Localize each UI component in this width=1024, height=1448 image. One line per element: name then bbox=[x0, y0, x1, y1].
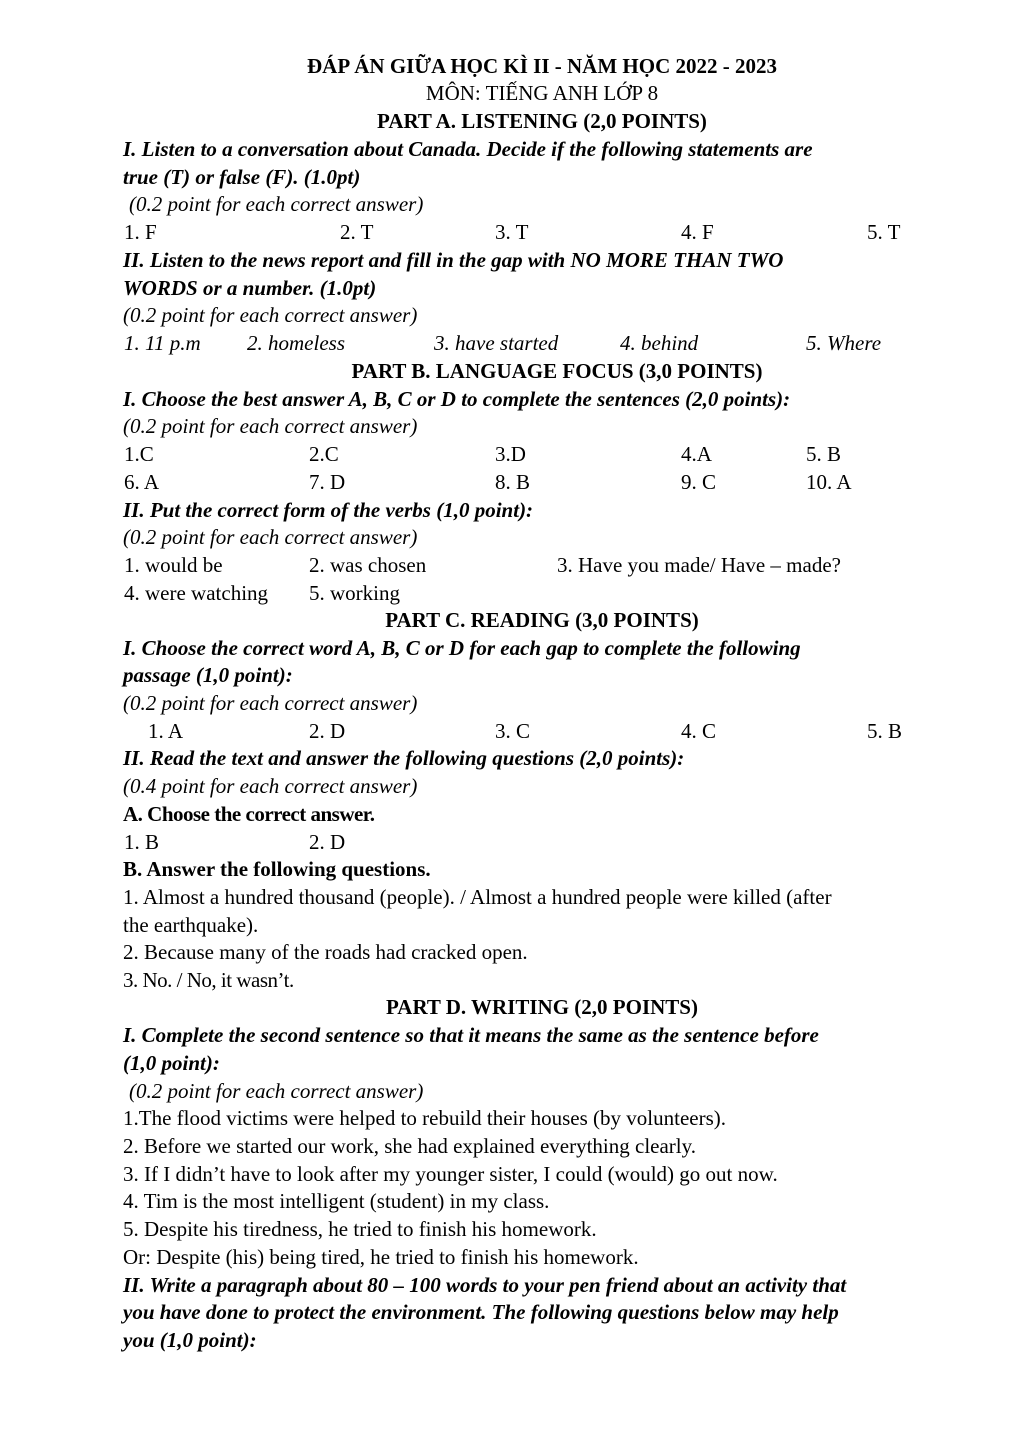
part-b-s1-title: I. Choose the best answer A, B, C or D to complete the sentences (2,0 points): bbox=[123, 387, 791, 411]
part-c-heading: PART C. READING (3,0 POINTS) bbox=[385, 608, 699, 632]
part-b-s2-title: II. Put the correct form of the verbs (1,0 point): bbox=[123, 498, 534, 522]
part-a-s2-title-line1: II. Listen to the news report and fill in the gap with NO MORE THAN TWO bbox=[123, 248, 784, 272]
document-title: ĐÁP ÁN GIỮA HỌC KÌ II - NĂM HỌC 2022 - 2023 bbox=[307, 54, 777, 78]
answer-item: 7. D bbox=[309, 470, 346, 494]
answer-item: 1. would be bbox=[124, 553, 223, 577]
part-d-s1-title-line2: (1,0 point): bbox=[123, 1051, 220, 1075]
part-d-s1-line: 2. Before we started our work, she had explained everything clearly. bbox=[123, 1134, 697, 1158]
document-subject: MÔN: TIẾNG ANH LỚP 8 bbox=[425, 81, 659, 105]
answer-item: 1. A bbox=[148, 719, 184, 743]
answer-item: 8. B bbox=[495, 470, 531, 494]
answer-item: 5. T bbox=[867, 220, 901, 244]
answer-item: 1. 11 p.m bbox=[124, 331, 201, 355]
answer-item: 4. F bbox=[681, 220, 714, 244]
part-c-s2-title: II. Read the text and answer the following questions (2,0 points): bbox=[123, 746, 685, 770]
answer-item: 2. D bbox=[309, 830, 346, 854]
answer-item: 5. Where bbox=[806, 331, 882, 355]
part-b-s2-note: (0.2 point for each correct answer) bbox=[123, 525, 418, 549]
answer-item: 5. B bbox=[867, 719, 903, 743]
part-c-s2-sub-a: A. Choose the correct answer. bbox=[123, 802, 375, 826]
answer-item: 6. A bbox=[124, 470, 160, 494]
answer-item: 2. was chosen bbox=[309, 553, 427, 577]
answer-item: 4. were watching bbox=[124, 581, 269, 605]
answer-item: 5. working bbox=[309, 581, 400, 605]
answer-item: 2.C bbox=[309, 442, 339, 466]
answer-item: 4. behind bbox=[620, 331, 699, 355]
answer-item: 2. T bbox=[340, 220, 374, 244]
part-c-s2-answer-2: 2. Because many of the roads had cracked open. bbox=[123, 940, 528, 964]
part-d-s1-title-line1: I. Complete the second sentence so that it means the same as the sentence before bbox=[123, 1023, 819, 1047]
answer-item: 2. D bbox=[309, 719, 346, 743]
answer-item: 3. Have you made/ Have – made? bbox=[557, 553, 841, 577]
part-c-s2-answer-1-line2: the earthquake). bbox=[123, 913, 259, 937]
part-a-s2-title-line2: WORDS or a number. (1.0pt) bbox=[123, 276, 377, 300]
part-c-s1-title-line1: I. Choose the correct word A, B, C or D for each gap to complete the following bbox=[123, 636, 801, 660]
part-b-heading: PART B. LANGUAGE FOCUS (3,0 POINTS) bbox=[351, 359, 763, 383]
part-d-heading: PART D. WRITING (2,0 POINTS) bbox=[386, 995, 698, 1019]
answer-item: 4. C bbox=[681, 719, 717, 743]
answer-item: 4.A bbox=[681, 442, 712, 466]
answer-item: 1. B bbox=[124, 830, 160, 854]
part-d-s1-line: 1.The flood victims were helped to rebuild their houses (by volunteers). bbox=[123, 1106, 727, 1130]
part-a-s1-note: (0.2 point for each correct answer) bbox=[129, 192, 424, 216]
part-d-s2-title-line2: you have done to protect the environment. The following questions below may help bbox=[123, 1300, 839, 1324]
part-a-heading: PART A. LISTENING (2,0 POINTS) bbox=[377, 109, 707, 133]
part-c-s2-answer-1-line1: 1. Almost a hundred thousand (people). / Almost a hundred people were killed (after bbox=[123, 885, 832, 909]
part-a-s1-title-line2: true (T) or false (F). (1.0pt) bbox=[123, 165, 361, 189]
answer-item: 2. homeless bbox=[247, 331, 345, 355]
part-d-s1-line: Or: Despite (his) being tired, he tried to finish his homework. bbox=[123, 1245, 639, 1269]
part-d-s1-line: 4. Tim is the most intelligent (student) in my class. bbox=[123, 1189, 550, 1213]
answer-item: 9. C bbox=[681, 470, 717, 494]
answer-item: 1. F bbox=[124, 220, 157, 244]
answer-item: 3. T bbox=[495, 220, 529, 244]
part-d-s1-note: (0.2 point for each correct answer) bbox=[129, 1079, 424, 1103]
part-a-s1-title-line1: I. Listen to a conversation about Canada. Decide if the following statements are bbox=[123, 137, 813, 161]
part-d-s1-line: 3. If I didn’t have to look after my younger sister, I could (would) go out now. bbox=[123, 1162, 778, 1186]
answer-item: 3. have started bbox=[434, 331, 559, 355]
answer-item: 1.C bbox=[124, 442, 154, 466]
part-c-s2-sub-b: B. Answer the following questions. bbox=[123, 857, 431, 881]
part-a-s2-note: (0.2 point for each correct answer) bbox=[123, 303, 418, 327]
part-b-s1-note: (0.2 point for each correct answer) bbox=[123, 414, 418, 438]
part-c-s2-answer-3: 3. No. / No, it wasn’t. bbox=[123, 968, 294, 992]
answer-item: 3. C bbox=[495, 719, 531, 743]
answer-item: 5. B bbox=[806, 442, 842, 466]
part-d-s1-line: 5. Despite his tiredness, he tried to finish his homework. bbox=[123, 1217, 597, 1241]
answer-item: 3.D bbox=[495, 442, 526, 466]
part-c-s1-note: (0.2 point for each correct answer) bbox=[123, 691, 418, 715]
part-c-s2-note: (0.4 point for each correct answer) bbox=[123, 774, 418, 798]
part-d-s2-title-line3: you (1,0 point): bbox=[123, 1328, 257, 1352]
part-c-s1-title-line2: passage (1,0 point): bbox=[123, 663, 293, 687]
part-d-s2-title-line1: II. Write a paragraph about 80 – 100 words to your pen friend about an activity that bbox=[123, 1273, 847, 1297]
answer-item: 10. A bbox=[806, 470, 852, 494]
